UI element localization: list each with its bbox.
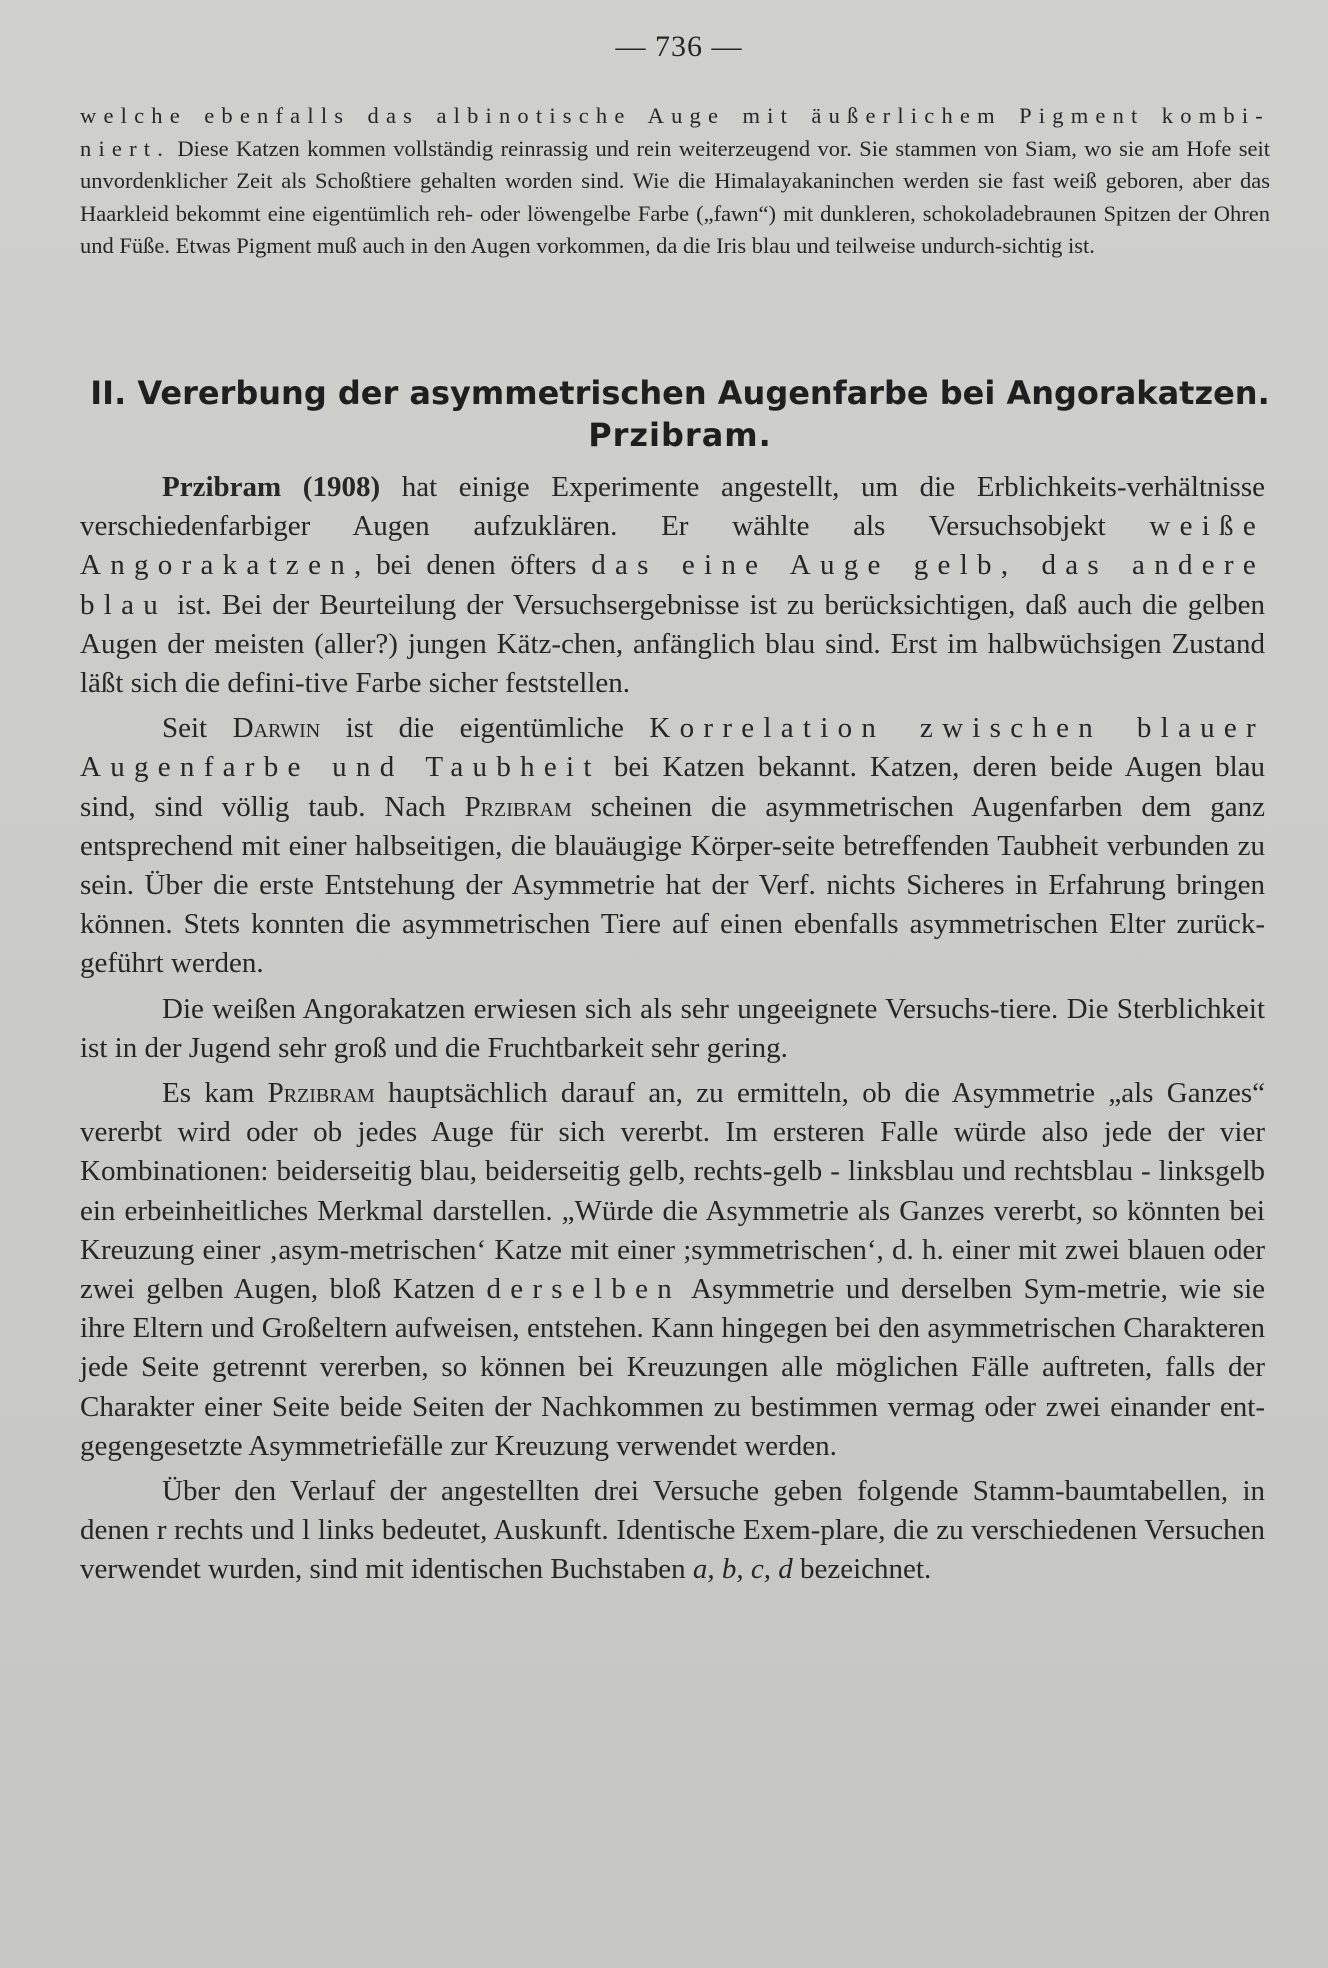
section-title: II. Vererbung der asymmetrischen Augenfarbe bei Angorakatzen. bbox=[90, 374, 1270, 412]
spaced-emphasis: weiße Angorakatzen bbox=[80, 510, 1265, 582]
paragraph-4 bbox=[80, 1074, 1265, 1466]
text-run: hat einige Experimente angestellt, um die Erblichkeits-verhältnisse verschiedenfarbiger Augen aufzuklären. Er wählte als Versuchsobjekt bbox=[80, 471, 1265, 543]
small-caps-name: Darwin bbox=[232, 712, 321, 745]
intro-paragraph bbox=[80, 100, 1270, 263]
small-caps-name: Przibram bbox=[464, 790, 572, 823]
text-run: Es kam bbox=[162, 1077, 268, 1110]
paragraph-1 bbox=[80, 468, 1265, 703]
paragraph-2 bbox=[80, 709, 1265, 983]
text-run: , bei denen öfters bbox=[354, 549, 592, 582]
text-run: hauptsächlich darauf an, zu ermitteln, ob die Asymmetrie „als Ganzes“ vererbt wird oder ob jedes Auge für sich vererbt. Im ersteren Falle würde also jede der vier Kombinationen: beiderseitig blau, beiderseitig gelb, rechts-gelb - linksblau und rechtsblau - linksgelb ein erbeinheitliches Merkmal darstellen. „Würde die Asymmetrie als Ganzes vererbt, so könnten bei Kreuzung einer ‚asym-metrischen‘ Katze mit einer ;symmetrischen‘, d. h. einer mit zwei blauen oder zwei gelben Augen, bloß Katzen bbox=[80, 1077, 1265, 1306]
section-author: Przibram. bbox=[588, 416, 772, 454]
page-number: — 736 — bbox=[615, 30, 743, 63]
spaced-emphasis: welche ebenfalls das albinotische Auge mit äußerlichem Pigment kombi-niert. bbox=[80, 103, 1270, 161]
italic-letters: a, b, c, d bbox=[692, 1553, 793, 1586]
text-run: Die weißen Angorakatzen erwiesen sich als sehr ungeeignete Versuchs-tiere. Die Sterblichkeit ist in der Jugend sehr groß und die Fruchtbarkeit sehr gering. bbox=[80, 992, 1265, 1064]
text-run: Seit bbox=[162, 712, 233, 745]
spaced-emphasis: das eine Auge gelb, das andere blau bbox=[80, 549, 1265, 621]
paragraph-3 bbox=[80, 990, 1265, 1068]
section-heading bbox=[80, 372, 1280, 456]
text-run: bei Katzen bekannt. Katzen, deren beide Augen blau sind, sind völlig taub. Nach bbox=[80, 751, 1265, 823]
spaced-emphasis: derselben bbox=[486, 1273, 682, 1306]
small-caps-name: Przibram bbox=[267, 1077, 375, 1110]
text-run: scheinen die asymmetrischen Augenfarben dem ganz entsprechend mit einer halbseitigen, die blauäugige Körper-seite betreffenden Taubheit verbunden zu sein. Über die erste Entstehung der Asymmetrie hat der Verf. nichts Sicheres in Erfahrung bringen können. Stets konnten die asymmetrischen Tiere auf einen ebenfalls asymmetrischen Elter zurück-geführt werden. bbox=[80, 790, 1265, 980]
body-text bbox=[80, 468, 1265, 1596]
paragraph-5 bbox=[80, 1472, 1265, 1590]
intro-paragraph-text bbox=[80, 100, 1270, 263]
text-run: ist. Bei der Beurteilung der Versuchsergebnisse ist zu berücksichtigen, daß auch die gelben Augen der meisten (aller?) jungen Kätz-chen, anfänglich blau sind. Erst im halbwüchsigen Zustand läßt sich die defini-tive Farbe sicher feststellen. bbox=[80, 588, 1265, 700]
text-run: ist die eigentümliche bbox=[320, 712, 650, 745]
citation-bold: Przibram (1908) bbox=[162, 471, 381, 503]
spaced-emphasis: Korrelation zwischen blauer Augenfarbe und Taubheit bbox=[80, 712, 1265, 784]
text-run: bezeichnet. bbox=[792, 1553, 932, 1586]
text-run: Asymmetrie und derselben Sym-metrie, wie sie ihre Eltern und Großeltern aufweisen, entstehen. Kann hingegen bei den asymmetrischen Charakteren jede Seite getrennt vererben, so können bei Kreuzungen alle möglichen Fälle auftreten, falls der Charakter einer Seite beide Seiten der Nachkommen zu bestimmen vermag oder zwei einander ent-gegengesetzte Asymmetriefälle zur Kreuzung verwendet werden. bbox=[80, 1273, 1265, 1462]
intro-text: Diese Katzen kommen vollständig reinrassig und rein weiterzeugend vor. Sie stammen von Siam, wo sie am Hofe seit unvordenklicher Zeit als Schoßtiere gehalten worden sind. Wie die Himalayakaninchen werden sie fast weiß geboren, aber das Haarkleid bekommt eine eigentümlich reh- oder löwengelbe Farbe („fawn“) mit dunkleren, schokoladebraunen Spitzen der Ohren und Füße. Etwas Pigment muß auch in den Augen vorkommen, da die Iris blau und teilweise undurch-sichtig ist. bbox=[80, 135, 1270, 258]
text-run: Über den Verlauf der angestellten drei Versuche geben folgende Stamm-baumtabellen, in denen r rechts und l links bedeutet, Auskunft. Identische Exem-plare, die zu verschiedenen Versuchen verwendet wurden, sind mit identischen Buchstaben bbox=[80, 1475, 1265, 1586]
